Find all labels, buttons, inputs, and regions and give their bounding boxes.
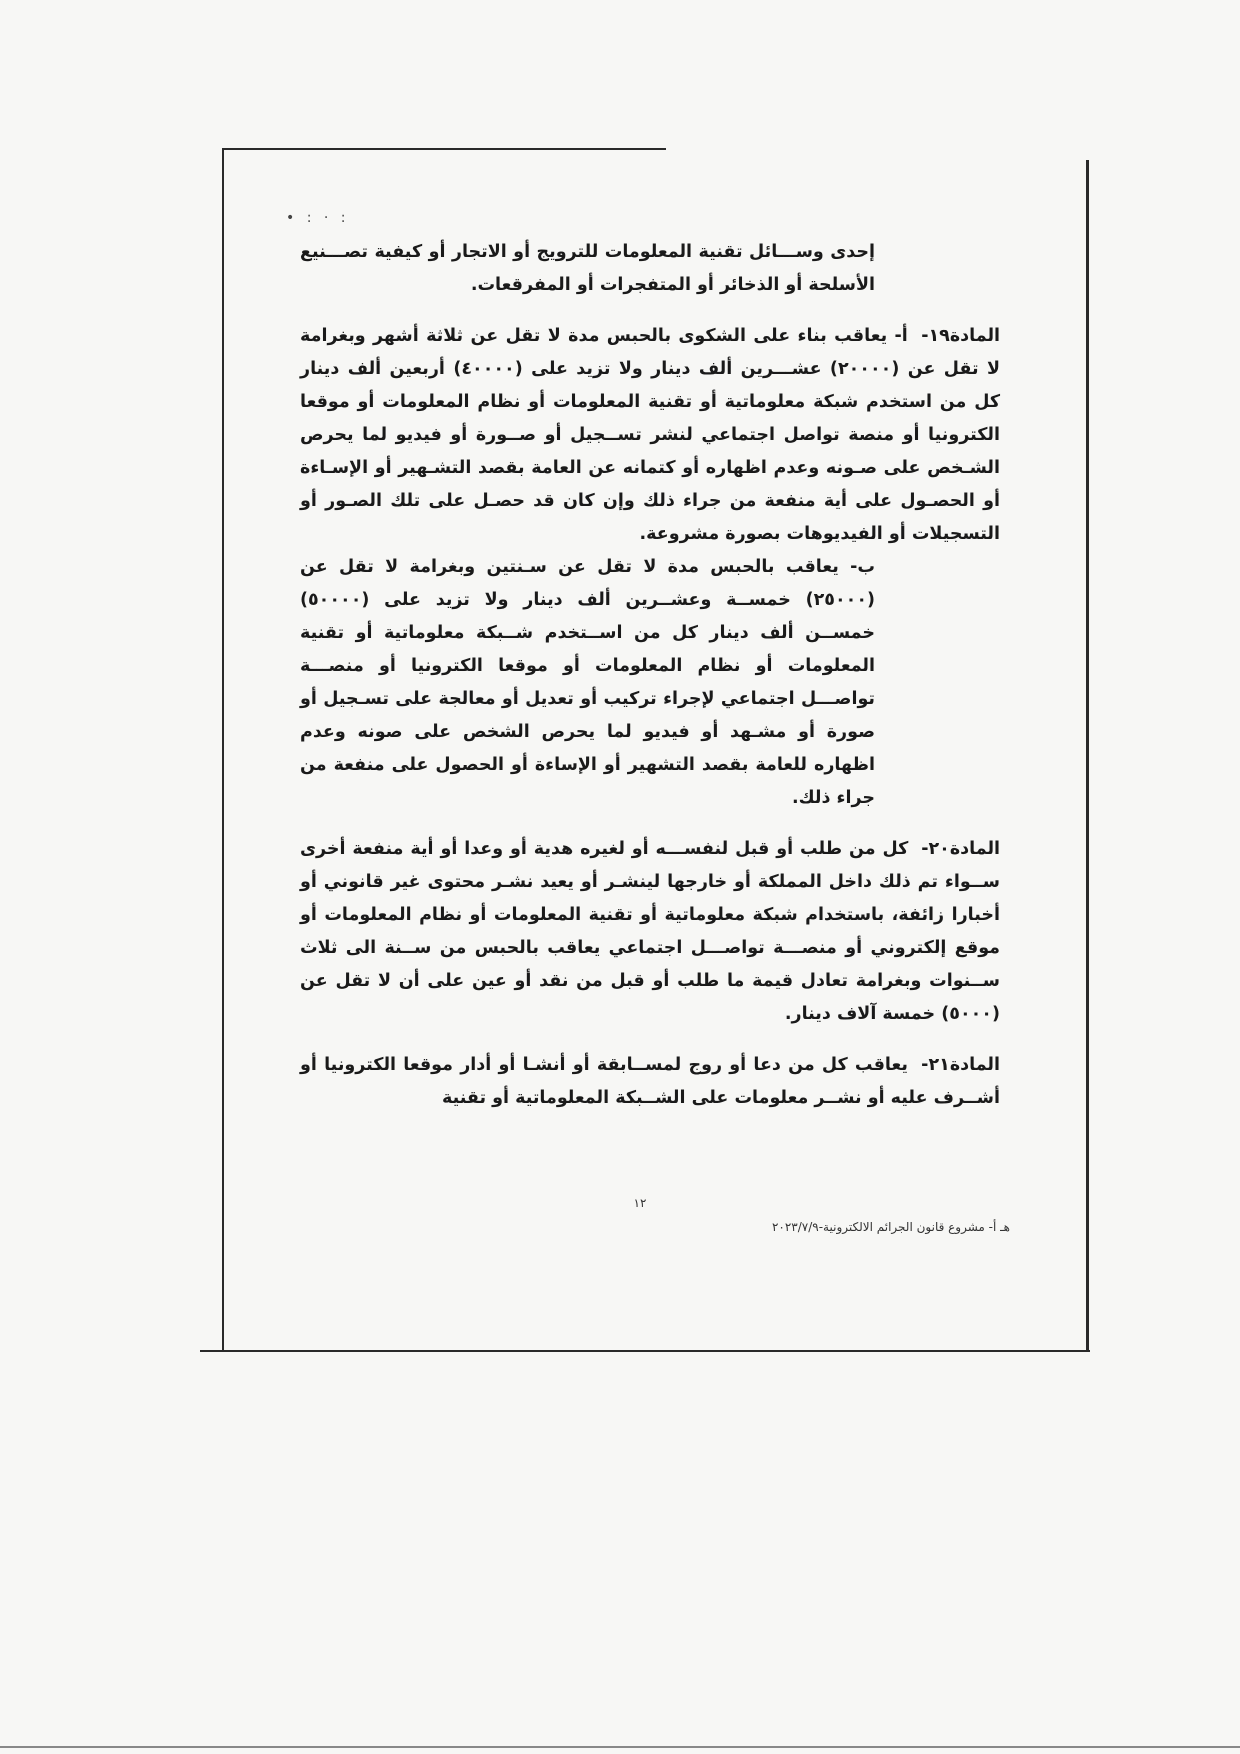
page-number: ١٢ xyxy=(633,1196,647,1210)
article-21 xyxy=(300,1049,1000,1115)
article-20-paragraph xyxy=(300,833,1000,1031)
article-20 xyxy=(300,833,1000,1031)
article-20-label: المادة٢٠- xyxy=(921,839,1001,859)
article-19-para-a xyxy=(300,320,1000,551)
article-19-para-a-text: أ- يعاقب بناء على الشكوى بالحبس مدة لا تقل عن ثلاثة أشهر وبغرامة لا تقل عن (٢٠٠٠٠) عشـــرين ألف دينار ولا تزيد على (٤٠٠٠٠) أربعين ألف دينار كل من استخدم شبكة معلوماتية أو تقنية المعلومات أو نظام المعلومات أو موقعا الكترونيا أو منصة تواصل اجتماعي لنشر تســجيل أو صــورة أو فيديو لما يحرص الشـخص على صـونه وعدم اظهاره أو كتمانه عن العامة بقصد التشـهير أو الإسـاءة أو الحصـول على أية منفعة من جراء ذلك وإن كان قد حصـل على تلك الصـور أو التسجيلات أو الفيديوهات بصورة مشروعة. xyxy=(300,326,1001,544)
scan-border-left xyxy=(222,148,224,1352)
scan-border-top xyxy=(222,148,666,150)
intro-paragraph: إحدى وســـائل تقنية المعلومات للترويج أو الاتجار أو كيفية تصـــنيع الأسلحة أو الذخائر أو المتفجرات أو المفرقعات. xyxy=(300,242,875,295)
scan-border-bottom xyxy=(200,1350,1090,1352)
page-edge xyxy=(0,1746,1240,1748)
article-20-text: كل من طلب أو قبل لنفســـه أو لغيره هدية أو وعدا أو أية منفعة أخرى ســواء تم ذلك داخل المملكة أو خارجها لينشـر أو يعيد نشـر محتوى غير قانوني أو أخبارا زائفة، باستخدام شبكة معلوماتية أو تقنية المعلومات أو نظام المعلومات أو موقع إلكتروني أو منصـــة تواصـــل اجتماعي يعاقب بالحبس من ســنة الى ثلاث ســنوات وبغرامة تعادل قيمة ما طلب أو قبل من نقد أو عين على أن لا تقل عن (٥٠٠٠) خمسة آلاف دينار. xyxy=(300,839,1000,1024)
footer-note: هـ أ- مشروع قانون الجرائم الالكترونية-٢٠٢٣/٧/٩ xyxy=(771,1220,1010,1234)
article-21-text: يعاقب كل من دعا أو روج لمســابقة أو أنشـا أو أدار موقعا الكترونيا أو أشــرف عليه أو نشــر معلومات على الشــبكة المعلوماتية أو تقنية xyxy=(300,1055,1000,1108)
article-19-para-b: ب- يعاقب بالحبس مدة لا تقل عن سـنتين وبغرامة لا تقل عن (٢٥٠٠٠) خمســة وعشــرين ألف دينار ولا تزيد على (٥٠٠٠٠) خمســن ألف دينار كل من اســتخدم شــبكة معلوماتية أو تقنية المعلومات أو نظام المعلومات أو موقعا الكترونيا أو منصـــة تواصـــل اجتماعي لإجراء تركيب أو تعديل أو معالجة على تسـجيل أو صورة أو مشـهد أو فيديو لما يحرص الشخص على صونه وعدم اظهاره للعامة بقصد التشهير أو الإساءة أو الحصول على منفعة من جراء ذلك. xyxy=(300,557,875,808)
scan-border-right xyxy=(1086,160,1089,1350)
article-19 xyxy=(300,320,1000,815)
corner-marks: • : · : xyxy=(286,210,350,226)
article-21-paragraph xyxy=(300,1049,1000,1115)
document-body xyxy=(300,236,1000,1115)
article-19-label: المادة١٩- xyxy=(921,326,1001,346)
article-21-label: المادة٢١- xyxy=(921,1055,1000,1075)
